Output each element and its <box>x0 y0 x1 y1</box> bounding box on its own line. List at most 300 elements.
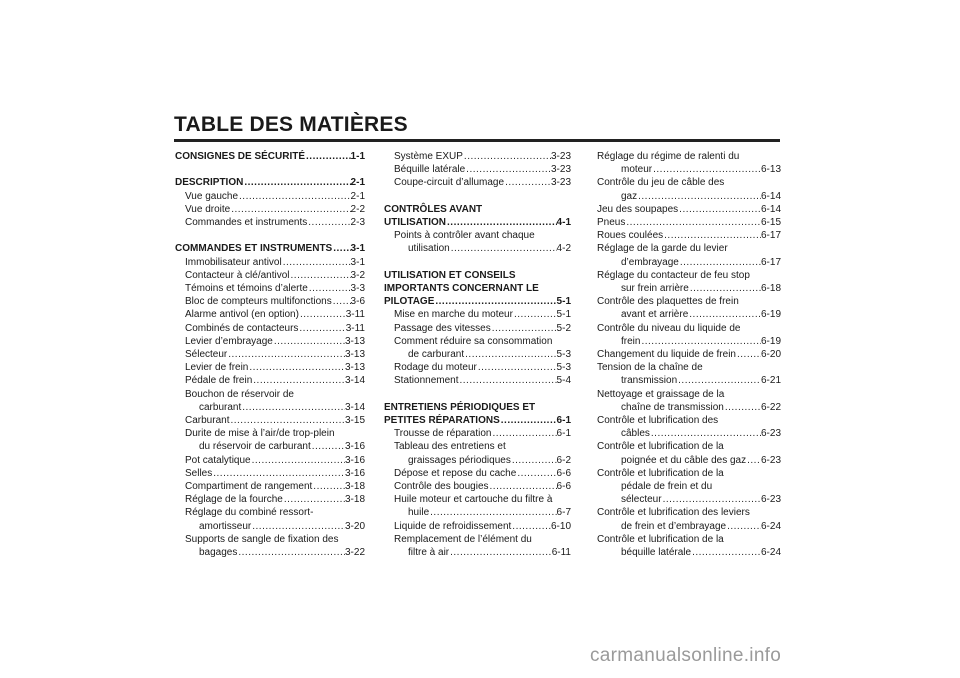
toc-entry-title: Rodage du moteur <box>394 362 477 374</box>
toc-entry-title: Mise en marche du moteur <box>394 309 513 321</box>
toc-section-heading <box>384 414 571 427</box>
toc-dot-leader <box>237 546 345 559</box>
toc-entry-title: PILOTAGE <box>384 296 435 308</box>
toc-entry-title: Contrôle du jeu de câble des <box>597 177 725 189</box>
toc-entry <box>384 427 571 440</box>
toc-dot-leader <box>251 454 345 467</box>
toc-entry-title: Changement du liquide de frein <box>597 349 736 361</box>
toc-entry <box>175 533 365 546</box>
toc-entry <box>597 493 781 506</box>
toc-entry-title: Vue droite <box>185 203 231 215</box>
toc-page-number: 5-2 <box>556 322 571 334</box>
toc-dot-leader <box>305 150 351 163</box>
toc-entry <box>175 256 365 269</box>
toc-entry <box>384 467 571 480</box>
toc-page-number: 2-1 <box>350 190 365 202</box>
toc-section-heading <box>384 216 571 229</box>
toc-entry-title: Réglage de la garde du levier <box>597 243 728 255</box>
toc-page-number: 3-1 <box>350 243 365 255</box>
toc-spacer <box>384 256 571 269</box>
toc-entry-title: carburant <box>199 401 242 413</box>
toc-page-number: 3-20 <box>344 520 365 532</box>
toc-dot-leader <box>637 190 761 203</box>
toc-dot-leader <box>463 150 551 163</box>
toc-entry <box>384 506 571 519</box>
toc-entry <box>175 454 365 467</box>
toc-entry-title: Levier de frein <box>185 362 249 374</box>
toc-page-number: 3-11 <box>345 309 365 321</box>
toc-entry-title: Dépose et repose du cache <box>394 467 517 479</box>
toc-entry-title: Pédale de frein <box>185 375 253 387</box>
toc-entry-title: Stationnement <box>394 375 459 387</box>
toc-entry-title: Passage des vitesses <box>394 322 491 334</box>
toc-entry <box>175 322 365 335</box>
toc-section-heading <box>384 401 571 414</box>
toc-dot-leader <box>273 335 345 348</box>
toc-spacer <box>175 229 365 242</box>
toc-entry-title: Levier d’embrayage <box>185 335 273 347</box>
toc-page-number: 3-18 <box>344 494 365 506</box>
toc-page-number: 6-19 <box>760 309 781 321</box>
toc-page-number: 6-24 <box>760 547 781 559</box>
toc-entry <box>384 520 571 533</box>
toc-dot-leader <box>450 242 557 255</box>
toc-entry <box>597 242 781 255</box>
toc-entry <box>384 308 571 321</box>
toc-entry <box>384 480 571 493</box>
toc-page-number: 5-3 <box>556 349 571 361</box>
toc-page-number: 3-23 <box>550 151 571 162</box>
toc-page-number: 6-6 <box>556 481 571 493</box>
toc-page-number: 3-3 <box>350 283 365 294</box>
toc-page-number: 6-2 <box>556 454 571 466</box>
toc-entry <box>384 322 571 335</box>
toc-entry-title: Coupe-circuit d’allumage <box>394 177 505 189</box>
toc-entry <box>384 533 571 546</box>
toc-dot-leader <box>212 467 345 480</box>
toc-page-number: 1-1 <box>350 151 365 162</box>
toc-page-number: 6-10 <box>550 520 571 532</box>
toc-spacer <box>175 163 365 176</box>
toc-page-number: 3-13 <box>344 349 365 361</box>
toc-entry-title: Commandes et instruments <box>185 217 308 228</box>
toc-page-number: 6-21 <box>760 375 781 387</box>
toc-entry <box>597 295 781 308</box>
toc-dot-leader <box>511 520 551 533</box>
toc-page-number: 6-11 <box>551 547 571 559</box>
toc-entry <box>175 282 365 295</box>
toc-entry-title: de frein et d’embrayage <box>621 520 727 532</box>
toc-page-number: 5-1 <box>556 296 571 308</box>
toc-entry <box>175 348 365 361</box>
toc-page-number: 6-17 <box>760 230 781 242</box>
toc-entry <box>597 163 781 176</box>
toc-page-number: 2-2 <box>350 203 365 215</box>
toc-entry-title: graissages périodiques <box>408 454 511 466</box>
toc-entry <box>597 388 781 401</box>
toc-page-number: 3-18 <box>344 481 365 493</box>
toc-entry <box>175 374 365 387</box>
toc-spacer <box>384 388 571 401</box>
toc-dot-leader <box>464 348 556 361</box>
toc-entry-title: Contrôle des plaquettes de frein <box>597 296 739 308</box>
toc-page-number: 3-11 <box>345 322 365 334</box>
toc-dot-leader <box>726 520 761 533</box>
toc-entry-title: CONTRÔLES AVANT <box>384 203 483 215</box>
toc-entry <box>597 256 781 269</box>
toc-page-number: 3-16 <box>344 467 365 479</box>
toc-dot-leader <box>446 216 557 229</box>
toc-dot-leader <box>282 256 351 269</box>
toc-page-number: 5-3 <box>556 362 571 374</box>
toc-entry <box>175 467 365 480</box>
toc-entry-title: huile <box>408 507 430 519</box>
toc-page-number: 3-14 <box>344 401 365 413</box>
toc-page-number: 6-1 <box>556 428 571 440</box>
toc-page-number: 3-1 <box>350 256 365 268</box>
toc-dot-leader <box>516 467 556 480</box>
toc-entry-title: Réglage du combiné ressort- <box>185 507 314 519</box>
toc-entry <box>175 216 365 229</box>
toc-entry <box>597 216 781 229</box>
toc-page-number: 5-1 <box>556 309 571 321</box>
toc-dot-leader <box>449 546 552 559</box>
toc-entry-title: Réglage du contacteur de feu stop <box>597 269 750 281</box>
toc-entry <box>597 467 781 480</box>
toc-entry <box>384 242 571 255</box>
toc-dot-leader <box>299 308 346 321</box>
toc-entry-title: Nettoyage et graissage de la <box>597 388 725 400</box>
toc-entry-title: Contrôle des bougies <box>394 481 489 493</box>
toc-dot-leader <box>248 361 345 374</box>
toc-section-heading <box>384 269 571 282</box>
toc-entry-title: Vue gauche <box>185 190 239 202</box>
toc-dot-leader <box>504 176 551 189</box>
toc-entry-title: Réglage du régime de ralenti du <box>597 151 740 162</box>
toc-entry <box>597 401 781 414</box>
toc-entry-title: IMPORTANTS CONCERNANT LE <box>384 283 539 294</box>
toc-page-number: 6-18 <box>760 283 781 295</box>
toc-dot-leader <box>227 348 345 361</box>
toc-entry-title: Pot catalytique <box>185 454 251 466</box>
toc-dot-leader <box>434 295 556 308</box>
toc-entry-title: chaîne de transmission <box>621 401 724 413</box>
title-rule <box>174 139 780 142</box>
toc-page-number: 6-24 <box>760 520 781 532</box>
toc-dot-leader <box>679 256 761 269</box>
toc-entry <box>597 348 781 361</box>
toc-page-number: 2-3 <box>350 217 365 228</box>
toc-entry <box>597 427 781 440</box>
toc-entry-title: utilisation <box>408 243 450 255</box>
toc-page-number: 3-14 <box>344 375 365 387</box>
toc-entry-title: UTILISATION <box>384 217 447 228</box>
toc-entry <box>597 480 781 493</box>
toc-entry-title: Alarme antivol (en option) <box>185 309 299 321</box>
toc-entry-title: Contrôle et lubrification des leviers <box>597 507 750 519</box>
toc-page-number: 6-19 <box>760 335 781 347</box>
toc-dot-leader <box>459 374 557 387</box>
toc-page-number: 3-2 <box>350 269 365 281</box>
toc-dot-leader <box>736 348 761 361</box>
toc-page-number: 3-16 <box>344 454 365 466</box>
toc-page-number: 3-15 <box>344 415 365 427</box>
toc-entry-title: Contacteur à clé/antivol <box>185 269 290 281</box>
toc-entry-title: Combinés de contacteurs <box>185 322 299 334</box>
toc-entry <box>175 493 365 506</box>
toc-section-heading <box>384 282 571 295</box>
toc-entry <box>384 493 571 506</box>
toc-entry-title: Tension de la chaîne de <box>597 362 703 374</box>
toc-entry-title: CONSIGNES DE SÉCURITÉ <box>175 151 306 162</box>
toc-page-number: 6-17 <box>760 256 781 268</box>
toc-entry <box>175 440 365 453</box>
toc-dot-leader <box>650 427 761 440</box>
toc-entry-title: PETITES RÉPARATIONS <box>384 415 500 427</box>
toc-entry-title: Contrôle et lubrification de la <box>597 441 724 453</box>
toc-entry <box>384 335 571 348</box>
toc-entry <box>597 150 781 163</box>
toc-entry <box>597 440 781 453</box>
toc-entry-title: du réservoir de carburant <box>199 441 311 453</box>
toc-dot-leader <box>688 308 761 321</box>
toc-entry <box>597 282 781 295</box>
toc-entry-title: sur frein arrière <box>621 283 689 295</box>
toc-page-number: 4-2 <box>556 243 571 255</box>
toc-entry <box>175 295 365 308</box>
toc-dot-leader <box>625 216 761 229</box>
toc-dot-leader <box>662 493 761 506</box>
toc-dot-leader <box>652 163 761 176</box>
toc-entry <box>384 374 571 387</box>
toc-dot-leader <box>663 229 761 242</box>
toc-entry-title: avant et arrière <box>621 309 689 321</box>
toc-dot-leader <box>251 520 345 533</box>
toc-entry <box>175 388 365 401</box>
toc-entry <box>175 480 365 493</box>
toc-entry-title: Immobilisateur antivol <box>185 256 282 268</box>
toc-spacer <box>384 190 571 203</box>
toc-dot-leader <box>677 374 761 387</box>
toc-dot-leader <box>477 361 557 374</box>
toc-page-number: 6-20 <box>760 349 781 361</box>
toc-entry <box>175 308 365 321</box>
toc-entry-title: Jeu des soupapes <box>597 203 679 215</box>
toc-entry-title: Comment réduire sa consommation <box>394 335 553 347</box>
toc-entry <box>597 190 781 203</box>
toc-page-number: 3-16 <box>344 441 365 453</box>
toc-entry-title: béquille latérale <box>621 547 692 559</box>
toc-entry-title: Supports de sangle de fixation des <box>185 533 339 545</box>
toc-dot-leader <box>724 401 761 414</box>
toc-page-number: 3-13 <box>344 335 365 347</box>
toc-entry-title: Contrôle et lubrification de la <box>597 467 724 479</box>
toc-dot-leader <box>429 506 556 519</box>
toc-dot-leader <box>500 414 557 427</box>
toc-dot-leader <box>307 216 350 229</box>
toc-section-heading <box>175 176 365 189</box>
toc-entry <box>175 190 365 203</box>
toc-page-number: 3-23 <box>550 177 571 189</box>
toc-entry <box>597 269 781 282</box>
toc-entry-title: Bouchon de réservoir de <box>185 388 294 400</box>
toc-entry-title: d’embrayage <box>621 256 679 268</box>
toc-entry-title: transmission <box>621 375 678 387</box>
toc-page-number: 6-14 <box>760 203 781 215</box>
toc-entry-title: Réglage de la fourche <box>185 494 283 506</box>
toc-page-number: 3-13 <box>344 362 365 374</box>
toc-page-number: 6-23 <box>760 454 781 466</box>
toc-entry-title: UTILISATION ET CONSEILS <box>384 269 516 281</box>
toc-entry <box>175 361 365 374</box>
toc-entry-title: sélecteur <box>621 494 662 506</box>
page-title: TABLE DES MATIÈRES <box>174 113 408 136</box>
toc-dot-leader <box>298 322 345 335</box>
toc-entry-title: frein <box>621 335 641 347</box>
toc-dot-leader <box>746 454 761 467</box>
toc-dot-leader <box>678 203 761 216</box>
toc-entry <box>597 520 781 533</box>
toc-entry <box>597 361 781 374</box>
toc-entry-title: Système EXUP <box>394 151 463 162</box>
toc-entry <box>384 361 571 374</box>
toc-entry <box>597 335 781 348</box>
watermark-text: carmanualsonline.info <box>590 645 782 666</box>
toc-entry-title: de carburant <box>408 349 465 361</box>
toc-dot-leader <box>491 427 556 440</box>
toc-entry-title: bagages <box>199 547 238 559</box>
toc-entry <box>384 454 571 467</box>
toc-entry-title: Liquide de refroidissement <box>394 520 512 532</box>
toc-entry <box>175 414 365 427</box>
toc-entry-title: Contrôle du niveau du liquide de <box>597 322 741 334</box>
toc-entry-title: gaz <box>621 190 638 202</box>
toc-entry <box>384 440 571 453</box>
toc-section-heading <box>384 295 571 308</box>
toc-entry-title: Béquille latérale <box>394 164 466 176</box>
toc-page-number: 6-23 <box>760 428 781 440</box>
toc-entry <box>384 229 571 242</box>
toc-entry <box>597 533 781 546</box>
toc-entry-title: Trousse de réparation <box>394 428 492 440</box>
toc-page-number: 2-1 <box>350 177 365 189</box>
toc-dot-leader <box>252 374 345 387</box>
toc-page-number: 3-23 <box>550 164 571 176</box>
toc-entry <box>597 546 781 559</box>
toc-entry-title: moteur <box>621 164 653 176</box>
toc-entry <box>175 546 365 559</box>
toc-entry <box>175 427 365 440</box>
toc-dot-leader <box>511 454 557 467</box>
toc-entry-title: Témoins et témoins d’alerte <box>185 283 308 294</box>
toc-entry <box>384 546 571 559</box>
toc-section-heading <box>384 203 571 216</box>
toc-entry-title: Roues coulées <box>597 230 664 242</box>
toc-dot-leader <box>241 401 345 414</box>
toc-page-number: 6-13 <box>760 164 781 176</box>
toc-entry <box>175 269 365 282</box>
toc-dot-leader <box>465 163 551 176</box>
toc-page-number: 3-22 <box>344 547 365 559</box>
toc-dot-leader <box>513 308 557 321</box>
toc-entry <box>175 203 365 216</box>
toc-entry-title: Sélecteur <box>185 349 228 361</box>
toc-dot-leader <box>640 335 761 348</box>
toc-entry <box>597 203 781 216</box>
toc-page-number: 3-6 <box>350 296 365 308</box>
toc-entry-title: Contrôle et lubrification des <box>597 415 719 427</box>
toc-entry <box>597 308 781 321</box>
toc-dot-leader <box>332 242 350 255</box>
toc-dot-leader <box>332 295 351 308</box>
toc-entry <box>175 520 365 533</box>
toc-entry-title: poignée et du câble des gaz <box>621 454 747 466</box>
toc-page-number: 6-15 <box>760 217 781 229</box>
toc-page-number: 5-4 <box>556 375 571 387</box>
toc-section-heading <box>175 150 365 163</box>
toc-dot-leader <box>229 414 345 427</box>
toc-dot-leader <box>238 190 351 203</box>
toc-column-3 <box>597 150 781 559</box>
toc-entry-title: Durite de mise à l’air/de trop-plein <box>185 428 335 440</box>
toc-page-number: 4-1 <box>556 217 571 228</box>
toc-entry <box>384 348 571 361</box>
toc-entry-title: câbles <box>621 428 650 440</box>
toc-entry-title: Compartiment de rangement <box>185 481 313 493</box>
toc-entry <box>175 335 365 348</box>
toc-entry-title: pédale de frein et du <box>621 481 713 493</box>
toc-dot-leader <box>689 282 761 295</box>
toc-entry-title: Points à contrôler avant chaque <box>394 230 535 242</box>
toc-page-number: 6-1 <box>556 415 571 427</box>
toc-entry-title: Pneus <box>597 217 626 229</box>
toc-entry-title: Remplacement de l’élément du <box>394 533 532 545</box>
toc-dot-leader <box>308 282 351 295</box>
toc-dot-leader <box>311 440 345 453</box>
toc-entry-title: Selles <box>185 467 213 479</box>
toc-entry-title: COMMANDES ET INSTRUMENTS <box>175 243 333 255</box>
toc-page-number: 6-14 <box>760 190 781 202</box>
toc-entry <box>384 163 571 176</box>
toc-entry-title: filtre à air <box>408 547 450 559</box>
toc-dot-leader <box>243 176 350 189</box>
toc-entry-title: amortisseur <box>199 520 252 532</box>
toc-entry <box>597 176 781 189</box>
toc-entry <box>597 454 781 467</box>
toc-column-2 <box>384 150 571 559</box>
toc-dot-leader <box>491 322 557 335</box>
toc-dot-leader <box>230 203 350 216</box>
toc-page-number: 6-6 <box>556 467 571 479</box>
toc-entry <box>175 401 365 414</box>
toc-entry <box>597 414 781 427</box>
toc-page-number: 6-7 <box>556 507 571 519</box>
toc-entry-title: Bloc de compteurs multifonctions <box>185 296 332 308</box>
toc-entry <box>384 150 571 163</box>
toc-page-number: 6-23 <box>760 494 781 506</box>
toc-entry <box>597 506 781 519</box>
toc-page-number: 6-22 <box>760 401 781 413</box>
toc-dot-leader <box>489 480 557 493</box>
toc-entry-title: Huile moteur et cartouche du filtre à <box>394 494 553 506</box>
toc-dot-leader <box>283 493 345 506</box>
toc-entry <box>597 374 781 387</box>
toc-entry <box>384 176 571 189</box>
toc-entry <box>175 506 365 519</box>
toc-dot-leader <box>290 269 351 282</box>
toc-entry-title: Carburant <box>185 415 230 427</box>
toc-column-1 <box>175 150 365 559</box>
